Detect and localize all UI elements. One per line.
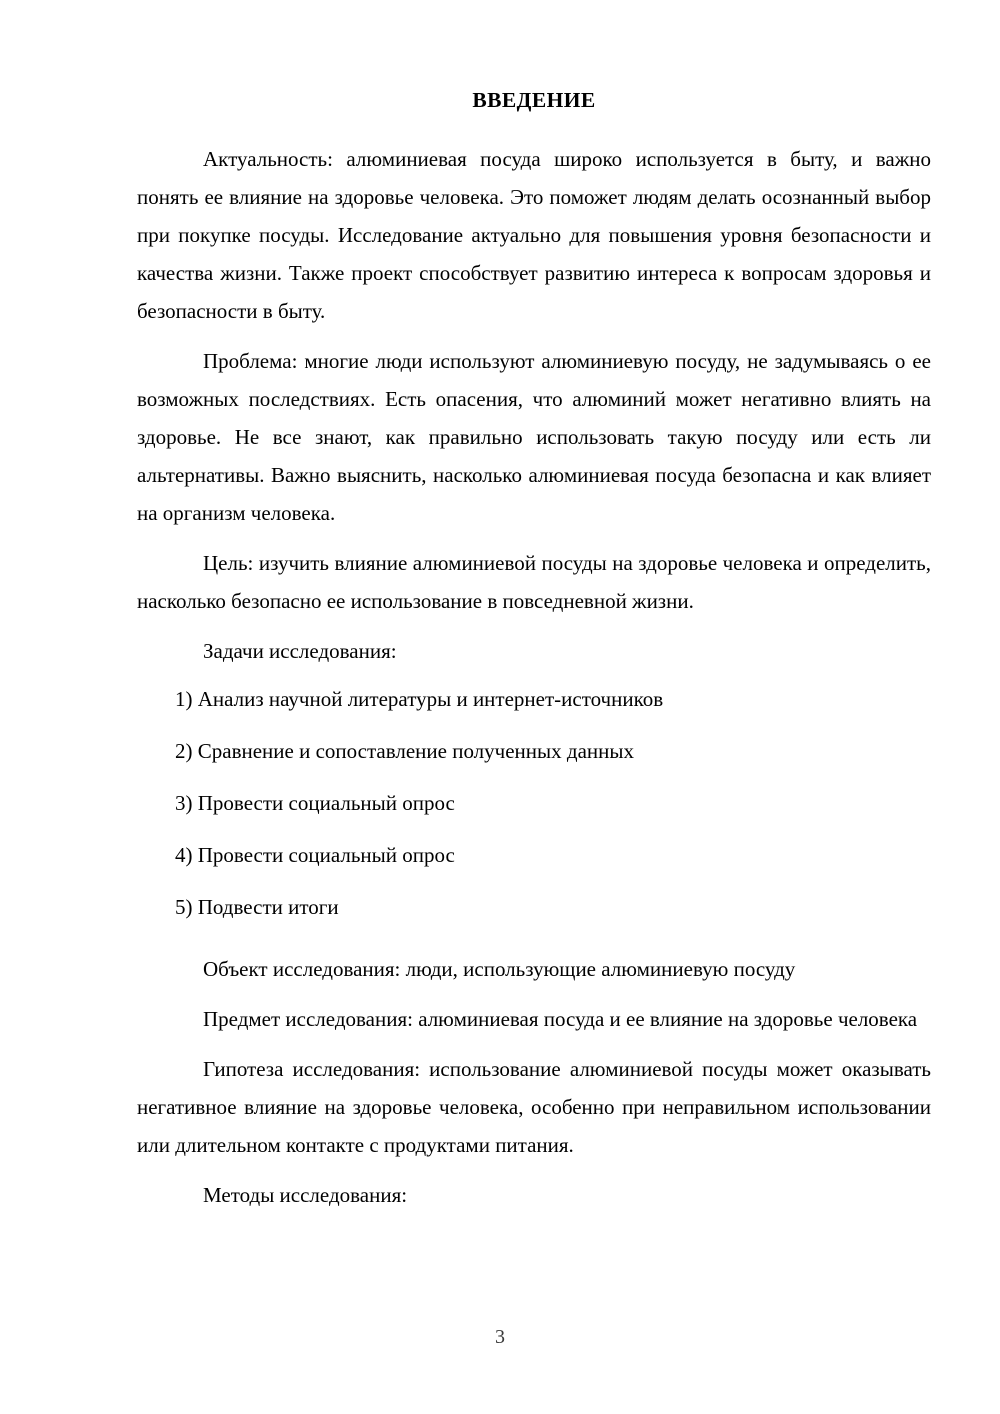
paragraph-subject: Предмет исследования: алюминиевая посуда и ее влияние на здоровье человека	[203, 1006, 918, 1031]
page-title: ВВЕДЕНИЕ	[472, 88, 596, 112]
paragraph-hypothesis: Гипотеза исследования: использование алюминиевой посуды может оказывать негативное влияние на здоровье человека, особенно при неправильном использовании или длительном контакте с продуктами питания.	[137, 1056, 931, 1157]
paragraph-problem: Проблема: многие люди используют алюминиевую посуду, не задумываясь о ее возможных последствиях. Есть опасения, что алюминий может негативно влиять на здоровье. Не все знают, как правильно использовать такую посуду или есть ли альтернативы. Важно выяснить, насколько алюминиевая посуда безопасна и как влияет на организм человека.	[137, 348, 931, 525]
paragraph-spacer	[137, 332, 931, 342]
methods-heading: Методы исследования:	[203, 1182, 408, 1207]
page-number: 3	[495, 1326, 505, 1348]
paragraph-relevance: Актуальность: алюминиевая посуда широко используется в быту, и важно понять ее влияние на здоровье человека. Это поможет людям делать осознанный выбор при покупке посуды. Исследование актуально для повышения уровня безопасности и качества жизни. Также проект способствует развитию интереса к вопросам здоровья и безопасности в быту.	[137, 146, 931, 323]
paragraph-spacer	[137, 934, 931, 950]
list-item: 5) Подвести итоги	[175, 894, 339, 919]
list-item: 3) Провести социальный опрос	[175, 790, 455, 815]
paragraph-spacer	[137, 622, 931, 632]
paragraph-spacer	[137, 990, 931, 1000]
tasks-heading: Задачи исследования:	[203, 638, 397, 663]
list-item: 2) Сравнение и сопоставление полученных данных	[175, 738, 634, 763]
paragraph-spacer	[137, 534, 931, 544]
list-item: 1) Анализ научной литературы и интернет-источников	[175, 686, 664, 711]
page-content	[137, 88, 931, 1216]
list-item: 4) Провести социальный опрос	[175, 842, 455, 867]
paragraph-object: Объект исследования: люди, использующие алюминиевую посуду	[203, 956, 796, 981]
paragraph-spacer	[137, 1166, 931, 1176]
tasks-list	[137, 680, 931, 926]
paragraph-spacer	[137, 1040, 931, 1050]
paragraph-goal: Цель: изучить влияние алюминиевой посуды на здоровье человека и определить, насколько безопасно ее использование в повседневной жизни.	[137, 550, 931, 613]
